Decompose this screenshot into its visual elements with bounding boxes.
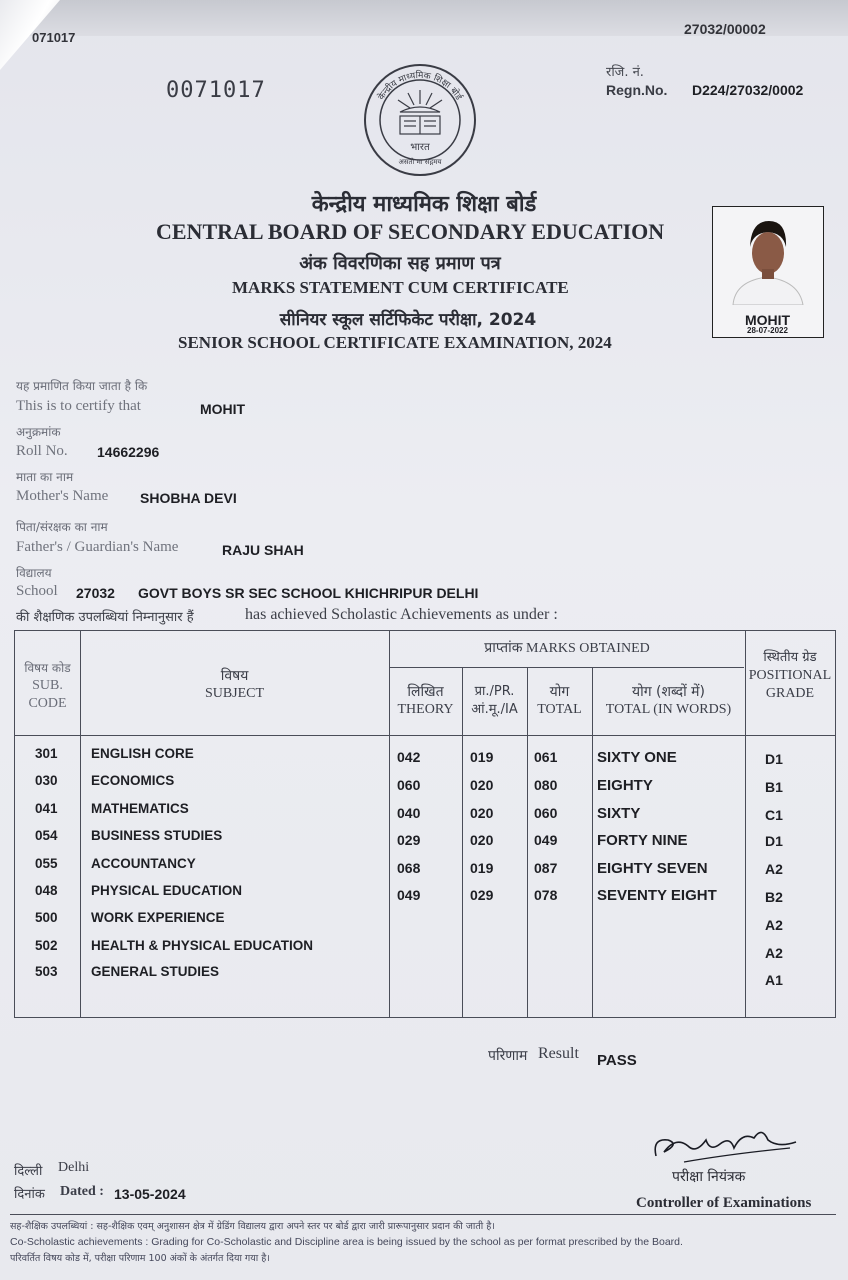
row-theory: 049 xyxy=(397,887,421,903)
row-pr: 020 xyxy=(470,832,494,848)
row-pr: 020 xyxy=(470,805,494,821)
roll-label: Roll No. xyxy=(16,443,68,459)
mother-name: SHOBHA DEVI xyxy=(140,490,237,506)
footer-note: Co-Scholastic achievements : Grading for Co-Scholastic and Discipline area is being issued by the school as per format prescribed by the Board. xyxy=(10,1236,683,1248)
regn-label: Regn.No. xyxy=(606,82,668,98)
row-subject: BUSINESS STUDIES xyxy=(91,828,223,843)
row-code: 503 xyxy=(35,964,58,979)
board-title-hindi: केन्द्रीय माध्यमिक शिक्षा बोर्ड xyxy=(311,192,537,217)
controller-signature xyxy=(650,1118,800,1168)
row-grade: A2 xyxy=(765,861,783,877)
exam-title: SENIOR SCHOOL CERTIFICATE EXAMINATION, 2024 xyxy=(178,333,612,352)
row-words: SIXTY ONE xyxy=(597,749,677,766)
row-grade: B2 xyxy=(765,889,783,905)
exam-title-hindi: सीनियर स्कूल सर्टिफिकेट परीक्षा, 2024 xyxy=(279,310,537,330)
row-grade: D1 xyxy=(765,751,783,767)
emblem-top-text: केन्द्रीय माध्यमिक शिक्षा बोर्ड xyxy=(376,70,464,103)
row-words: EIGHTY SEVEN xyxy=(597,860,708,877)
row-words: EIGHTY xyxy=(597,777,653,794)
header-subject: विषय SUBJECT xyxy=(204,668,265,701)
row-subject: PHYSICAL EDUCATION xyxy=(91,883,243,898)
statement-title-hindi: अंक विवरणिका सह प्रमाण पत्र xyxy=(299,253,501,274)
regn-label-hindi: रजि. नं. xyxy=(606,65,644,80)
row-grade: A2 xyxy=(765,945,783,961)
row-theory: 068 xyxy=(397,860,421,876)
controller-hindi: परीक्षा नियंत्रक xyxy=(672,1169,746,1185)
row-code: 055 xyxy=(35,856,58,871)
roll-hindi: अनुक्रमांक xyxy=(16,425,61,439)
row-code: 030 xyxy=(35,773,58,788)
cbse-emblem xyxy=(360,60,480,180)
certify-hindi: यह प्रमाणित किया जाता है कि xyxy=(16,379,148,393)
statement-title: MARKS STATEMENT CUM CERTIFICATE xyxy=(232,278,569,297)
row-total: 078 xyxy=(534,887,558,903)
header-practical: प्रा./PR. आं.मू./IA xyxy=(471,684,518,717)
row-pr: 019 xyxy=(470,860,494,876)
row-code: 301 xyxy=(35,746,58,761)
row-grade: A2 xyxy=(765,917,783,933)
certify-label: This is to certify that xyxy=(16,398,141,414)
place-label: Delhi xyxy=(58,1160,90,1175)
header-marks-obtained: प्राप्तांक MARKS OBTAINED xyxy=(484,641,650,656)
school-name: GOVT BOYS SR SEC SCHOOL KHICHRIPUR DELHI xyxy=(138,585,479,601)
row-subject: ENGLISH CORE xyxy=(91,746,194,761)
student-photo xyxy=(712,206,824,338)
header-total: योग TOTAL xyxy=(537,684,582,717)
row-grade: A1 xyxy=(765,972,783,988)
row-words: FORTY NINE xyxy=(597,832,688,849)
row-subject: GENERAL STUDIES xyxy=(91,964,220,979)
school-hindi: विद्यालय xyxy=(16,566,52,580)
serial-number: 0071017 xyxy=(166,78,266,103)
header-code: विषय कोड SUB. CODE xyxy=(24,661,71,711)
row-total: 049 xyxy=(534,832,558,848)
dated-label: Dated : xyxy=(60,1184,104,1199)
row-grade: C1 xyxy=(765,807,783,823)
header-grade: स्थितीय ग्रेड POSITIONAL GRADE xyxy=(748,650,832,701)
top-left-serial: 071017 xyxy=(32,30,76,45)
top-right-code: 27032/00002 xyxy=(684,21,766,37)
footer-note-hindi-2: परिवर्तित विषय कोड में, परीक्षा परिणाम 100 अंकों के अंतर्गत दिया गया है। xyxy=(10,1253,270,1264)
footer-divider xyxy=(10,1214,836,1215)
result-label: Result xyxy=(538,1045,579,1062)
header-theory: लिखित THEORY xyxy=(397,684,454,717)
roll-number: 14662296 xyxy=(97,444,160,460)
issue-date: 13-05-2024 xyxy=(114,1186,186,1202)
controller-label: Controller of Examinations xyxy=(636,1195,812,1211)
row-total: 080 xyxy=(534,777,558,793)
student-portrait-icon xyxy=(713,207,822,305)
row-pr: 019 xyxy=(470,749,494,765)
row-code: 048 xyxy=(35,883,58,898)
row-code: 502 xyxy=(35,938,58,953)
row-subject: ECONOMICS xyxy=(91,773,175,788)
row-words: SIXTY xyxy=(597,805,641,822)
row-code: 500 xyxy=(35,910,58,925)
marks-table xyxy=(14,630,836,1018)
row-grade: B1 xyxy=(765,779,783,795)
row-code: 054 xyxy=(35,828,58,843)
row-total: 060 xyxy=(534,805,558,821)
dated-hindi: दिनांक xyxy=(14,1187,45,1202)
photo-date: 28-07-2022 xyxy=(747,326,788,335)
row-subject: ACCOUNTANCY xyxy=(91,856,196,871)
emblem-bottom-text: भारत xyxy=(410,142,430,153)
emblem-motto: असतो मा सद्गमय xyxy=(398,158,442,166)
row-subject: WORK EXPERIENCE xyxy=(91,910,225,925)
regn-number: D224/27032/0002 xyxy=(692,82,804,98)
row-words: SEVENTY EIGHT xyxy=(597,887,717,904)
row-subject: MATHEMATICS xyxy=(91,801,189,816)
row-theory: 040 xyxy=(397,805,421,821)
row-code: 041 xyxy=(35,801,58,816)
school-code: 27032 xyxy=(76,585,115,601)
school-label: School xyxy=(16,583,58,599)
photo-name: MOHIT xyxy=(744,312,791,328)
result-value: PASS xyxy=(597,1052,637,1069)
row-total: 061 xyxy=(534,749,558,765)
achieved-label: has achieved Scholastic Achievements as under : xyxy=(245,606,558,623)
row-pr: 029 xyxy=(470,887,494,903)
row-total: 087 xyxy=(534,860,558,876)
mother-hindi: माता का नाम xyxy=(16,470,74,484)
place-hindi: दिल्ली xyxy=(14,1164,43,1179)
row-theory: 060 xyxy=(397,777,421,793)
header-total-words: योग (शब्दों में) TOTAL (IN WORDS) xyxy=(605,684,732,717)
result-hindi: परिणाम xyxy=(488,1048,528,1064)
achieved-hindi: की शैक्षणिक उपलब्धियां निम्नानुसार हैं xyxy=(16,610,194,625)
student-name: MOHIT xyxy=(200,401,246,417)
row-pr: 020 xyxy=(470,777,494,793)
row-theory: 042 xyxy=(397,749,421,765)
board-title: CENTRAL BOARD OF SECONDARY EDUCATION xyxy=(156,219,665,244)
row-subject: HEALTH & PHYSICAL EDUCATION xyxy=(91,938,314,953)
father-label: Father's / Guardian's Name xyxy=(16,539,179,555)
father-name: RAJU SHAH xyxy=(222,542,304,558)
row-grade: D1 xyxy=(765,833,783,849)
row-theory: 029 xyxy=(397,832,421,848)
father-hindi: पिता/संरक्षक का नाम xyxy=(16,520,108,534)
mother-label: Mother's Name xyxy=(16,488,109,504)
footer-note-hindi: सह-शैक्षिक उपलब्धियां : सह-शैक्षिक एवम् अनुशासन क्षेत्र में ग्रेडिंग विद्यालय द्वारा अपने स्तर पर बोर्ड द्वारा जारी प्रारूपानुसार प्रदान की जाती है। xyxy=(10,1221,495,1232)
